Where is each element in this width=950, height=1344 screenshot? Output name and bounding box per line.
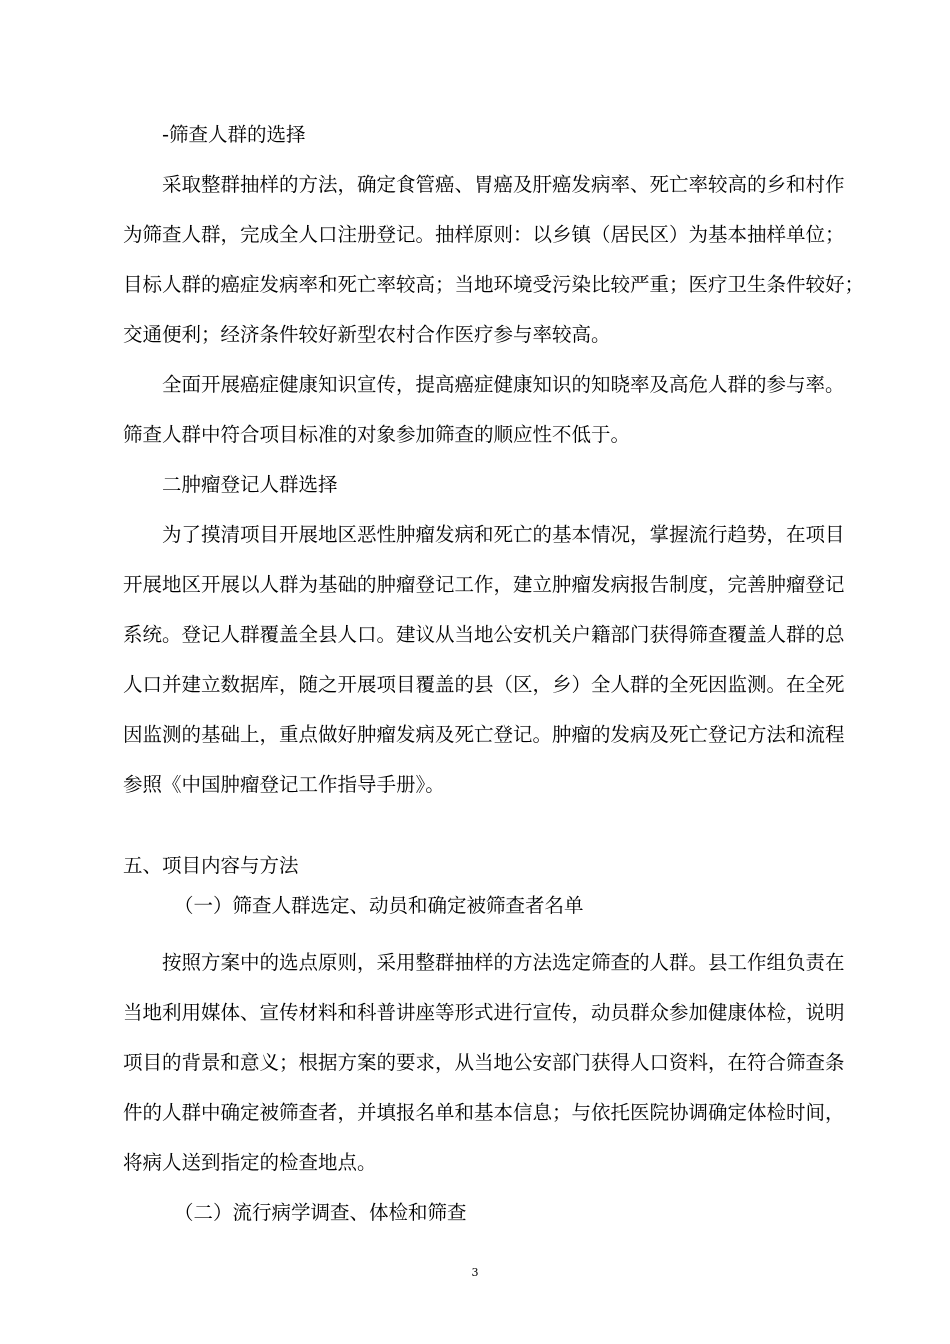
paragraph-line: 采取整群抽样的方法，确定食管癌、胃癌及肝癌发病率、死亡率较高的乡和村作 (162, 173, 845, 196)
heading-screening-population: -筛查人群的选择 (162, 123, 306, 146)
subsection-heading: （二）流行病学调查、体检和筛查 (174, 1201, 467, 1224)
page-number: 3 (471, 1266, 479, 1279)
subsection-heading: （一）筛查人群选定、动员和确定被筛查者名单 (174, 894, 584, 917)
paragraph-line: 参照《中国肿瘤登记工作指导手册》。 (123, 773, 445, 796)
section-heading: 五、项目内容与方法 (123, 854, 299, 877)
paragraph-line: 开展地区开展以人群为基础的肿瘤登记工作，建立肿瘤发病报告制度，完善肿瘤登记 (123, 573, 845, 596)
paragraph-line: 人口并建立数据库，随之开展项目覆盖的县（区，乡）全人群的全死因监测。在全死 (123, 673, 845, 696)
paragraph-line: 项目的背景和意义；根据方案的要求，从当地公安部门获得人口资料，在符合筛查条 (123, 1051, 845, 1074)
paragraph-line: 为了摸清项目开展地区恶性肿瘤发病和死亡的基本情况，掌握流行趋势，在项目 (162, 523, 845, 546)
paragraph-line: 为筛查人群，完成全人口注册登记。抽样原则：以乡镇（居民区）为基本抽样单位； (123, 223, 845, 246)
paragraph-line: 交通便利；经济条件较好新型农村合作医疗参与率较高。 (123, 323, 611, 346)
paragraph-line: 系统。登记人群覆盖全县人口。建议从当地公安机关户籍部门获得筛查覆盖人群的总 (123, 623, 845, 646)
paragraph-line: 按照方案中的选点原则，采用整群抽样的方法选定筛查的人群。县工作组负责在 (162, 951, 845, 974)
paragraph-line: 因监测的基础上，重点做好肿瘤发病及死亡登记。肿瘤的发病及死亡登记方法和流程 (123, 723, 845, 746)
paragraph-line: 筛查人群中符合项目标准的对象参加筛查的顺应性不低于。 (123, 423, 631, 446)
paragraph-line: 全面开展癌症健康知识宣传，提高癌症健康知识的知晓率及高危人群的参与率。 (162, 373, 845, 396)
paragraph-line: 将病人送到指定的检查地点。 (123, 1151, 377, 1174)
paragraph-line: 件的人群中确定被筛查者，并填报名单和基本信息；与依托医院协调确定体检时间， (123, 1101, 845, 1124)
heading-tumor-registry: 二肿瘤登记人群选择 (162, 473, 338, 496)
paragraph-line: 当地利用媒体、宣传材料和科普讲座等形式进行宣传，动员群众参加健康体检，说明 (123, 1001, 845, 1024)
paragraph-line: 目标人群的癌症发病率和死亡率较高；当地环境受污染比较严重；医疗卫生条件较好； (123, 273, 865, 296)
